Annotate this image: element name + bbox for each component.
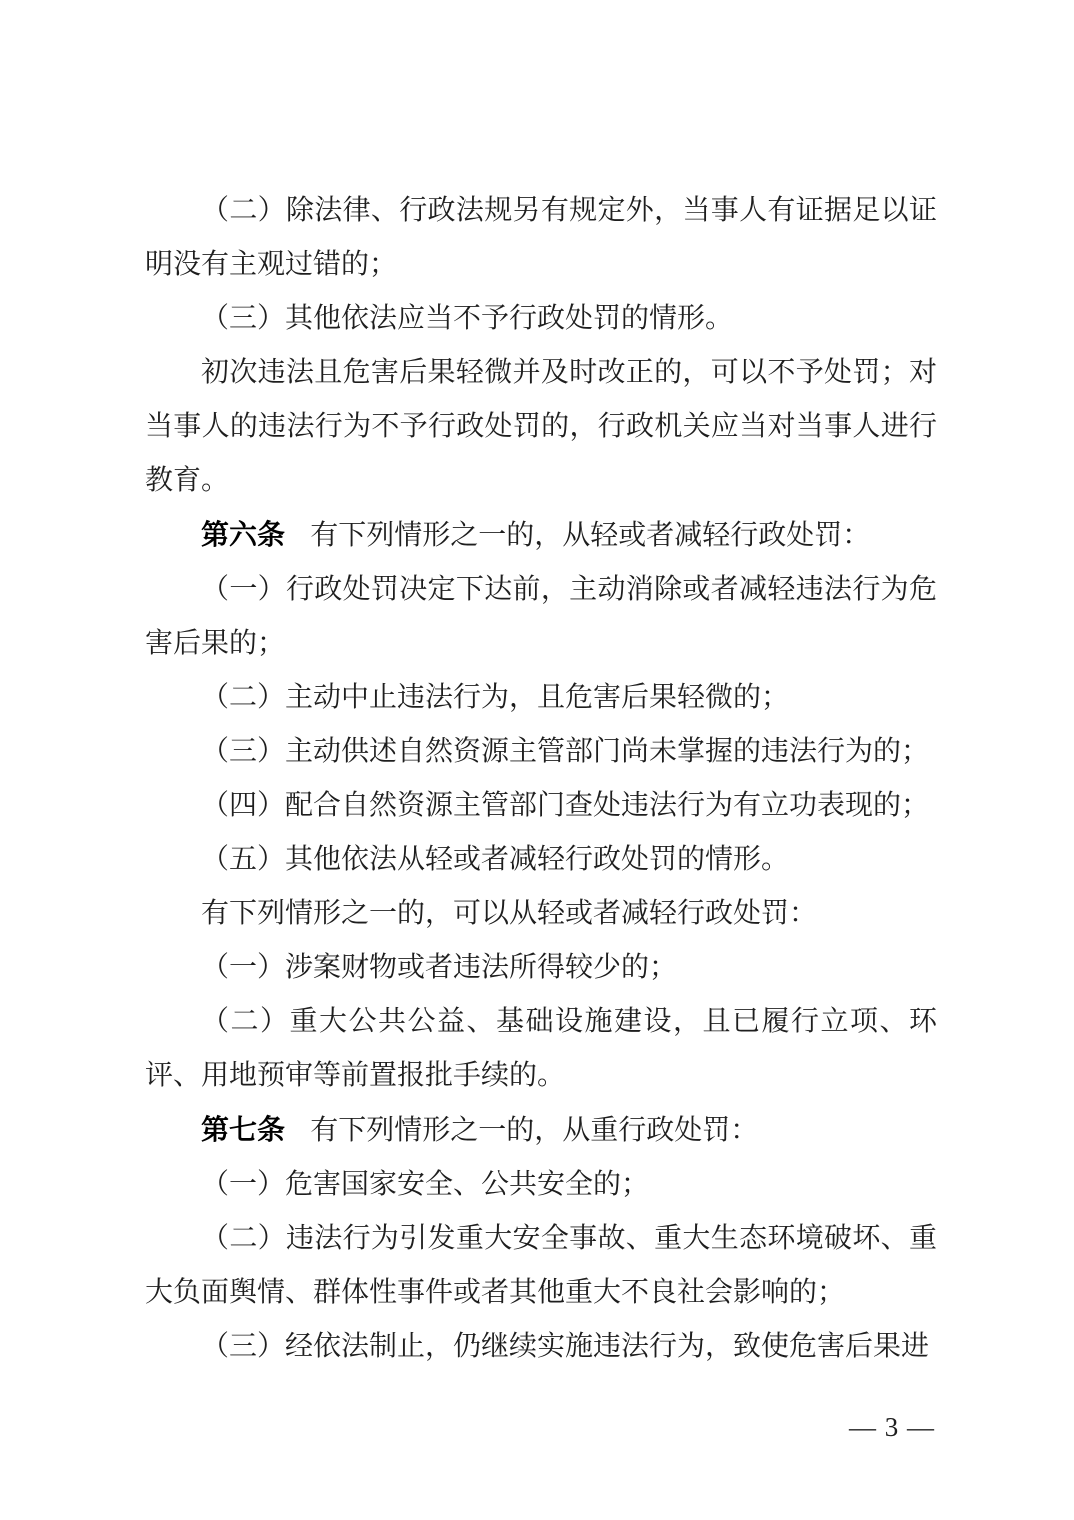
- page-footer: [818, 1376, 935, 1478]
- article-number: 第六条: [201, 519, 286, 550]
- paragraph: （一）行政处罚决定下达前，主动消除或者减轻违法行为危害后果的；: [145, 574, 937, 659]
- paragraph: （五）其他依法从轻或者减轻行政处罚的情形。: [201, 844, 790, 875]
- paragraph: （一）危害国家安全、公共安全的；: [201, 1169, 650, 1200]
- page-number: — 3 —: [849, 1412, 935, 1442]
- article-number: 第七条: [201, 1114, 286, 1145]
- paragraph: （二）违法行为引发重大安全事故、重大生态环境破坏、重大负面舆情、群体性事件或者其他重大不良社会影响的；: [145, 1223, 937, 1308]
- paragraph: （三）经依法制止，仍继续实施违法行为，致使危害后果进: [201, 1331, 930, 1362]
- paragraph: （四）配合自然资源主管部门查处违法行为有立功表现的；: [201, 790, 930, 821]
- paragraph: （二）除法律、行政法规另有规定外，当事人有证据足以证明没有主观过错的；: [145, 195, 937, 280]
- paragraph-list: [145, 184, 937, 1374]
- paragraph: （二）主动中止违法行为，且危害后果轻微的；: [201, 682, 790, 713]
- paragraph: （二）重大公共公益、基础设施建设，且已履行立项、环评、用地预审等前置报批手续的。: [145, 1006, 937, 1091]
- paragraph: （三）其他依法应当不予行政处罚的情形。: [201, 303, 734, 334]
- article-paragraph: 第六条 有下列情形之一的，从轻或者减轻行政处罚：: [201, 519, 871, 551]
- paragraph: （一）涉案财物或者违法所得较少的；: [201, 952, 678, 983]
- paragraph: （三）主动供述自然资源主管部门尚未掌握的违法行为的；: [201, 736, 930, 767]
- document-body: [145, 184, 937, 1374]
- article-paragraph: 第七条 有下列情形之一的，从重行政处罚：: [201, 1114, 759, 1146]
- paragraph: 初次违法且危害后果轻微并及时改正的，可以不予处罚；对当事人的违法行为不予行政处罚的，行政机关应当对当事人进行教育。: [145, 357, 937, 496]
- paragraph: 有下列情形之一的，可以从轻或者减轻行政处罚：: [201, 898, 818, 929]
